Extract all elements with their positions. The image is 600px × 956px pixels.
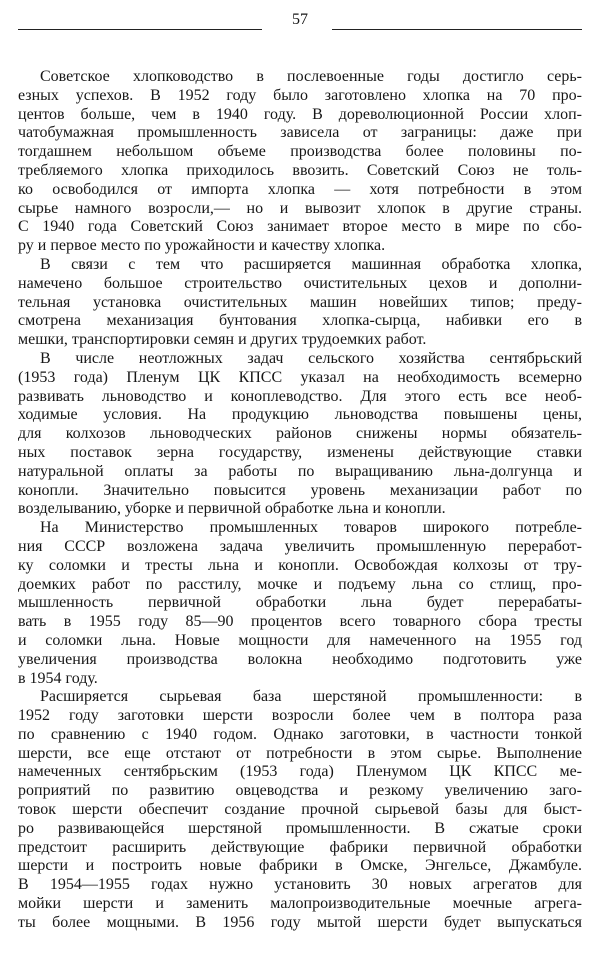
text-line: намечено большое строительство очистительных цехов и дополни- [18,274,582,292]
text-line: (1953 года) Пленум ЦК КПСС указал на необходимость всемерно [18,368,582,386]
text-line: смотрена механизация бунтования хлопка-сырца, набивки его в [18,312,582,330]
header-rule-right [332,29,582,30]
text-line: доемких работ по расстилу, мочке и подъему льна со стлищ, про- [18,575,582,593]
paragraph [18,68,582,256]
text-line: тельная установка очистительных машин новейших типов; преду- [18,293,582,311]
text-line: В 1954—1955 годах нужно установить 30 новых агрегатов для [18,876,582,894]
text-line: Советское хлопководство в послевоенные годы достигло серь- [40,68,582,85]
text-line: езных успехов. В 1952 году было заготовлено хлопка на 70 про- [18,86,582,104]
text-line: требляемого хлопка приходилось ввозить. Советский Союз не толь- [18,161,582,179]
text-line: мышленность первичной обработки льна будет перерабаты- [18,594,582,612]
paragraph [18,519,582,688]
text-line: ку соломки и тресты льна и конопли. Освобождая колхозы от тру- [18,556,582,574]
text-line: товок шерсти обеспечит создание прочной сырьевой базы для быст- [18,801,582,819]
text-line: ных поставок зерна государству, изменены действующие ставки [18,443,582,461]
text-line: чатобумажная промышленность зависела от заграницы: даже при [18,124,582,142]
text-line: ния СССР возложена задача увеличить промышленную переработ- [18,537,582,555]
page-body [18,68,582,933]
text-line: развивать льноводство и коноплеводство. Для этого есть все необ- [18,387,582,405]
text-line: ро развивающейся шерстяной промышленности. В сжатые сроки [18,819,582,837]
text-line: роприятий по развитию овцеводства и резкому увеличению заго- [18,782,582,800]
text-line: мойки шерсти и заменить малопроизводительные моечные агрега- [18,895,582,913]
paragraph [18,256,582,350]
text-line: возделыванию, уборке и первичной обработке льна и конопли. [18,500,446,518]
text-line: В связи с тем что расширяется машинная обработка хлопка, [40,255,582,273]
text-line: намеченных сентябрьским (1953 года) Пленумом ЦК КПСС ме- [18,763,582,781]
paragraph [18,350,582,519]
text-line: шерсти и построить новые фабрики в Омске, Энгельсе, Джамбуле. [18,857,582,875]
text-line: по сравнению с 1940 годом. Однако заготовки, в частности тонкой [18,725,582,743]
text-line: мешки, транспортировки семян и других трудоемких работ. [18,331,427,349]
page-number: 57 [292,11,308,28]
text-line: тогдашнем небольшом объеме производства более половины по- [18,143,582,161]
text-line: для колхозов льноводческих районов снижены нормы обязатель- [18,425,582,443]
text-line: в 1954 году. [18,669,98,687]
text-line: На Министерство промышленных товаров широкого потребле- [40,519,582,537]
text-line: увеличения производства волокна необходимо подготовить уже [18,650,582,668]
text-line: ко освободился от импорта хлопка — хотя потребности в этом [18,180,582,198]
text-line: С 1940 года Советский Союз занимает второе место в мире по сбо- [18,218,582,236]
paragraph [18,688,582,932]
text-line: натуральной оплаты за работы по выращиванию льна-долгунца и [18,462,582,480]
text-line: предстоит расширить действующие фабрики первичной обработки [18,838,582,856]
text-line: Расширяется сырьевая база шерстяной промышленности: в [40,688,582,706]
text-line: центов больше, чем в 1940 году. В дореволюционной России хлоп- [18,105,582,123]
text-line: вать в 1955 году 85—90 процентов всего товарного сбора тресты [18,613,582,631]
text-line: шерсти, все еще отстают от потребности в этом сырье. Выполнение [18,744,582,762]
header-rule-left [18,29,262,30]
text-line: конопли. Значительно повысится уровень механизации работ по [18,481,582,499]
text-line: сырье намного возросли,— но и вывозит хлопок в другие страны. [18,199,582,217]
text-line: ходимые условия. На продукцию льноводства повышены цены, [18,406,582,424]
text-line: ты более мощными. В 1956 году мытой шерсти будет выпускаться [18,913,582,931]
page-header [0,8,600,34]
text-line: ру и первое место по урожайности и качеству хлопка. [18,237,386,255]
text-line: и соломки льна. Новые мощности для намеченного на 1955 год [18,631,582,649]
text-line: 1952 году заготовки шерсти возросли более чем в полтора раза [18,707,582,725]
text-line: В числе неотложных задач сельского хозяйства сентябрьский [40,349,582,367]
